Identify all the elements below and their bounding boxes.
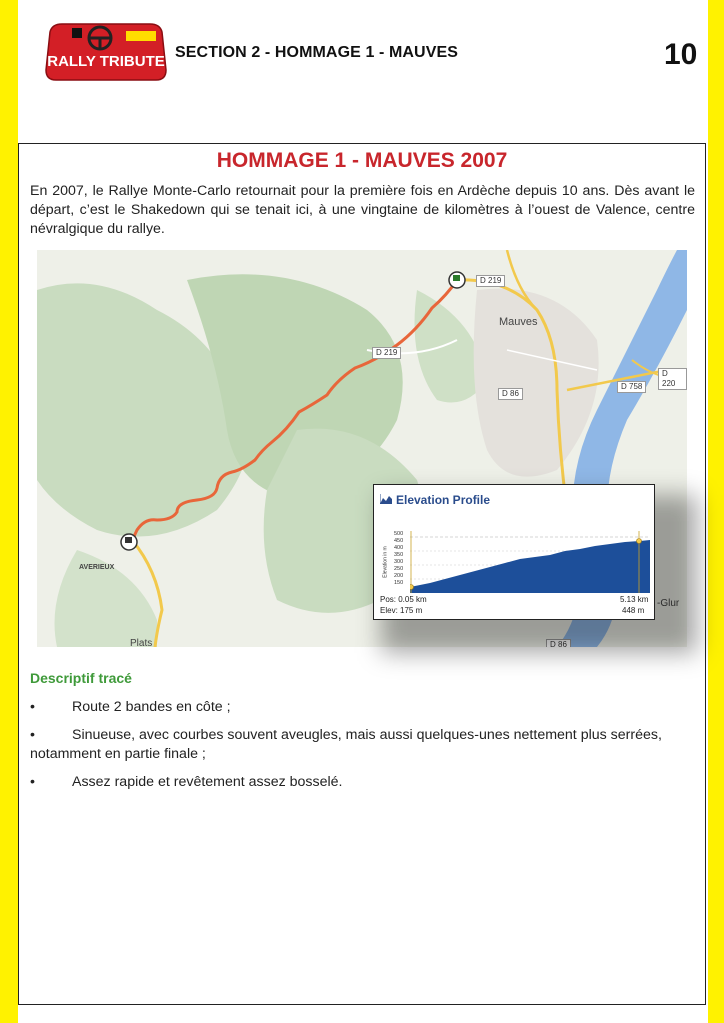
tick-300: 300 (394, 559, 404, 565)
road-label-d758: D 758 (617, 381, 646, 393)
page-number: 10 (664, 38, 698, 71)
road-label-d86: D 86 (498, 388, 523, 400)
section-title: SECTION 2 - HOMMAGE 1 - MAUVES (175, 44, 459, 61)
list-item (30, 773, 697, 792)
svg-text:RALLY TRIBUTE: RALLY TRIBUTE (47, 53, 165, 70)
town-averieux: AVERIEUX (79, 564, 115, 571)
bullet-text: Sinueuse, avec courbes souvent aveugles, mais aussi quelques-unes nettement plus serrées, notamment en partie finale ; (30, 727, 662, 762)
elevation-elev-start: Elev: 175 m (380, 606, 423, 615)
rally-tribute-logo (44, 22, 168, 84)
elevation-chart (410, 531, 650, 593)
bullet-symbol: • (30, 727, 35, 743)
description-title: Descriptif tracé (30, 670, 132, 686)
tick-150: 150 (394, 580, 404, 586)
elevation-pos-start: Pos: 0.05 km (380, 595, 427, 604)
road-label-d86-bottom: D 86 (546, 639, 571, 647)
road-label-d220: D 220 (658, 368, 687, 390)
elevation-title: Elevation Profile (396, 493, 491, 507)
list-item (30, 698, 697, 717)
elevation-elev-end: 448 m (622, 606, 645, 615)
town-mauves: Mauves (499, 316, 538, 328)
bullet-symbol: • (30, 774, 35, 790)
elevation-profile-panel[interactable] (373, 484, 655, 620)
list-item (30, 726, 697, 764)
tick-500: 500 (394, 531, 404, 537)
road-label-d219: D 219 (476, 275, 505, 287)
elevation-y-label: Elevation in m (382, 546, 389, 578)
tick-200: 200 (394, 573, 404, 579)
tick-450: 450 (394, 538, 404, 544)
bullet-text: Assez rapide et revêtement assez bosselé. (72, 774, 343, 790)
town-plats: Plats (130, 638, 153, 647)
elevation-pos-end: 5.13 km (620, 595, 649, 604)
tick-350: 350 (394, 552, 404, 558)
intro-paragraph: En 2007, le Rallye Monte-Carlo retournait pour la première fois en Ardèche depuis 10 ans. Dès avant le départ, c’est le Shakedown qui se tenait ici, à une vingtaine de kilomètres à l’ouest de Valence, centre névralgique du rallye. (30, 183, 695, 237)
tick-250: 250 (394, 566, 404, 572)
road-label-d219-mid: D 219 (372, 347, 401, 359)
article-title: HOMMAGE 1 - MAUVES 2007 (216, 149, 508, 172)
chart-icon (380, 494, 392, 504)
town-glun: -Glur (657, 598, 680, 609)
bullet-text: Route 2 bandes en côte ; (72, 699, 231, 715)
tick-400: 400 (394, 545, 404, 551)
bullet-symbol: • (30, 699, 35, 715)
